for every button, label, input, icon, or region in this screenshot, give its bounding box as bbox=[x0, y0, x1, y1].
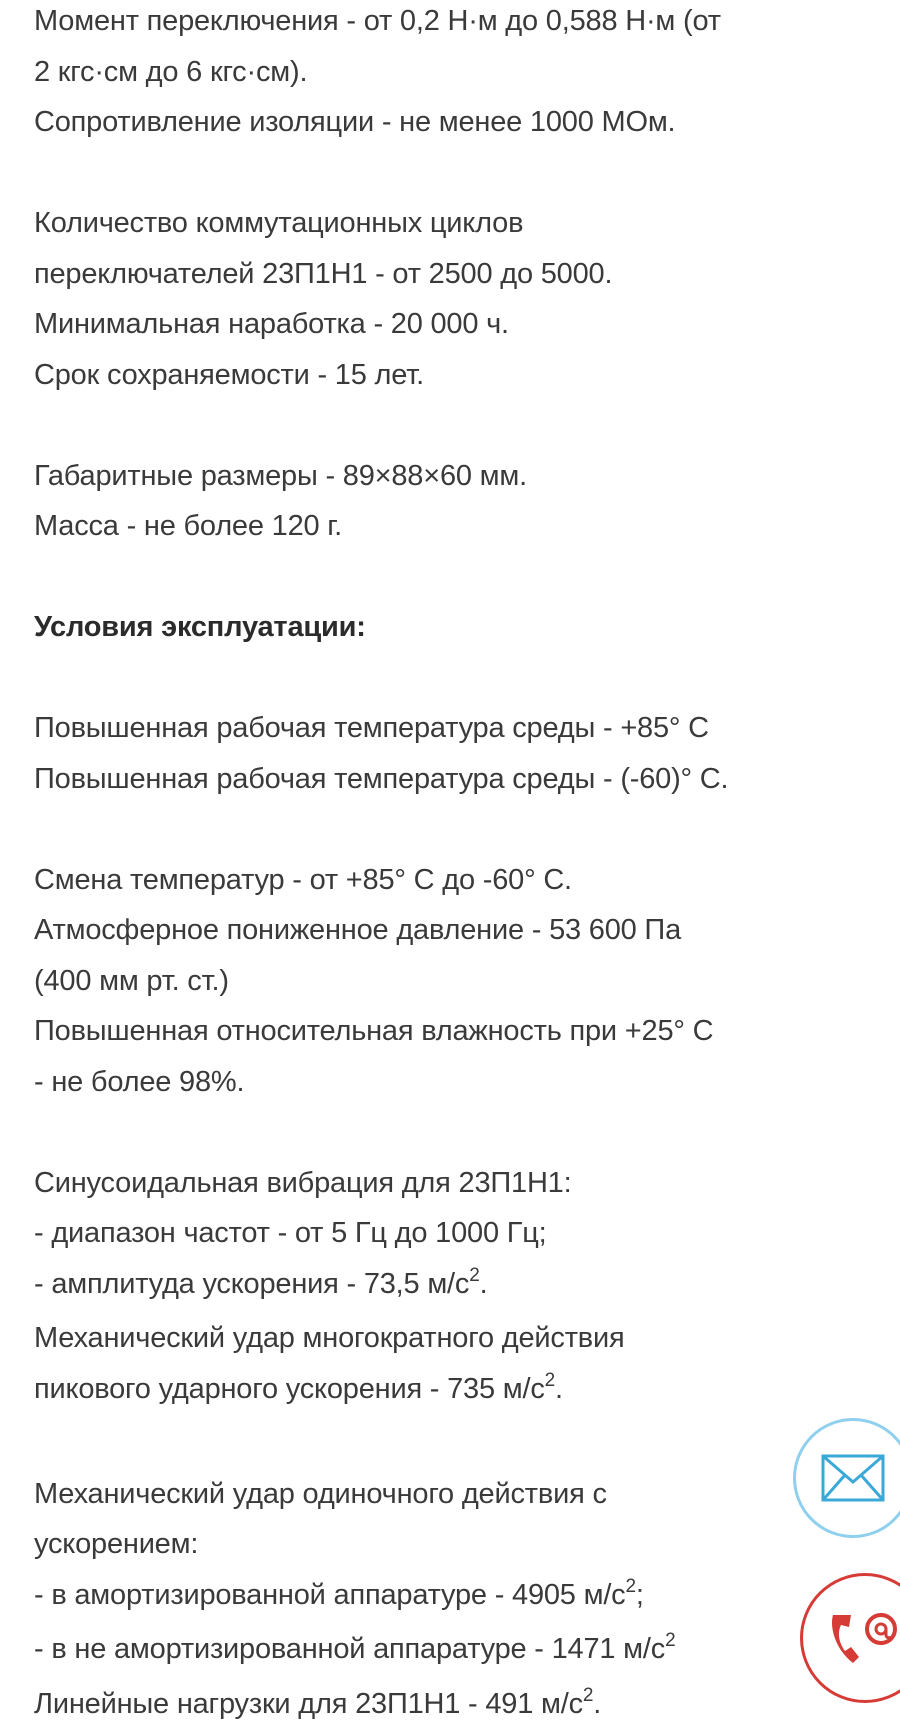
line-suffix: . bbox=[480, 1268, 488, 1300]
spec-line-text: Линейные нагрузки для 23П1Н1 - 491 м/с bbox=[34, 1688, 583, 1720]
superscript: 2 bbox=[665, 1630, 675, 1651]
line-suffix: . bbox=[593, 1688, 601, 1720]
spec-line: Атмосферное пониженное давление - 53 600 Па bbox=[34, 905, 824, 956]
spec-line bbox=[34, 1679, 824, 1733]
spec-line: Повышенная рабочая температура среды - +85° С bbox=[34, 703, 824, 754]
line-suffix: . bbox=[555, 1373, 563, 1405]
paragraph-gap bbox=[34, 148, 824, 199]
line-suffix: ; bbox=[636, 1579, 644, 1611]
spec-line: Количество коммутационных циклов bbox=[34, 198, 824, 249]
spec-line: Механический удар многократного действия bbox=[34, 1313, 824, 1364]
paragraph-gap bbox=[34, 653, 824, 704]
spec-line: Габаритные размеры - 89×88×60 мм. bbox=[34, 451, 824, 502]
spec-line: Масса - не более 120 г. bbox=[34, 501, 824, 552]
spec-line: Синусоидальная вибрация для 23П1Н1: bbox=[34, 1158, 824, 1209]
paragraph-gap bbox=[34, 804, 824, 855]
spec-line: Механический удар одиночного действия с bbox=[34, 1469, 824, 1520]
phone-at-icon bbox=[823, 1601, 900, 1675]
envelope-icon bbox=[821, 1454, 885, 1502]
spec-line: - диапазон частот - от 5 Гц до 1000 Гц; bbox=[34, 1208, 824, 1259]
spec-line-text: - в амортизированной аппаратуре - 4905 м/с bbox=[34, 1579, 625, 1611]
spec-line-text: - амплитуда ускорения - 73,5 м/с bbox=[34, 1268, 469, 1300]
spec-line bbox=[34, 1259, 824, 1314]
superscript: 2 bbox=[469, 1265, 479, 1286]
spec-text bbox=[34, 0, 824, 1733]
spec-line: ускорением: bbox=[34, 1519, 824, 1570]
spec-line: Минимальная наработка - 20 000 ч. bbox=[34, 299, 824, 350]
spec-line: Срок сохраняемости - 15 лет. bbox=[34, 350, 824, 401]
spec-line: 2 кгс·см до 6 кгс·см). bbox=[34, 47, 824, 98]
spec-line bbox=[34, 1624, 824, 1679]
spec-line: Повышенная относительная влажность при +25° С bbox=[34, 1006, 824, 1057]
spec-line: (400 мм рт. ст.) bbox=[34, 956, 824, 1007]
spec-line bbox=[34, 1570, 824, 1625]
section-heading: Условия эксплуатации: bbox=[34, 602, 824, 653]
spec-line bbox=[34, 1364, 824, 1419]
spec-line: Повышенная рабочая температура среды - (-60)° С. bbox=[34, 754, 824, 805]
spec-line: - не более 98%. bbox=[34, 1057, 824, 1108]
spec-line: переключателей 23П1Н1 - от 2500 до 5000. bbox=[34, 249, 824, 300]
superscript: 2 bbox=[625, 1576, 635, 1597]
paragraph-gap bbox=[34, 1418, 824, 1469]
spec-line: Смена температур - от +85° С до -60° С. bbox=[34, 855, 824, 906]
paragraph-gap bbox=[34, 1107, 824, 1158]
spec-line: Сопротивление изоляции - не менее 1000 МОм. bbox=[34, 97, 824, 148]
spec-line: Момент переключения - от 0,2 Н·м до 0,588 Н·м (от bbox=[34, 0, 824, 47]
superscript: 2 bbox=[545, 1370, 555, 1391]
superscript: 2 bbox=[583, 1685, 593, 1706]
paragraph-gap bbox=[34, 552, 824, 603]
paragraph-gap bbox=[34, 400, 824, 451]
spec-line-text: пикового ударного ускорения - 735 м/с bbox=[34, 1373, 545, 1405]
spec-line-text: - в не амортизированной аппаратуре - 1471 м/с bbox=[34, 1633, 665, 1665]
